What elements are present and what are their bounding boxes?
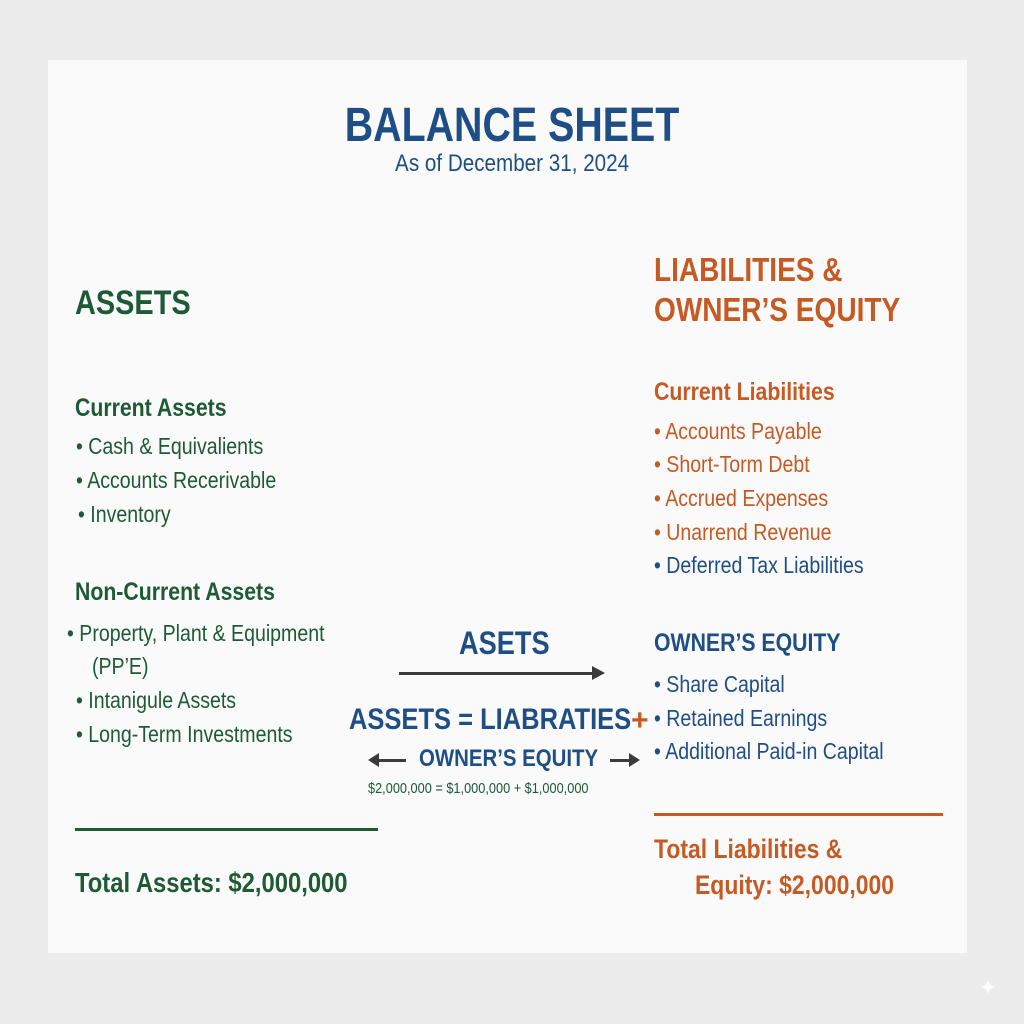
owners-equity-heading: OWNER’S EQUITY — [654, 629, 841, 657]
sparkle-icon: ✦ — [978, 975, 998, 1000]
current-asset-item: • Inventory — [78, 501, 171, 527]
current-liability-item: • Short-Torm Debt — [654, 451, 810, 477]
current-asset-item: • Cash & Equivalients — [76, 433, 264, 459]
liabilities-equity-heading-line1: LIABILITIES & — [654, 251, 843, 288]
current-asset-item: • Accounts Recerivable — [76, 467, 277, 493]
current-assets-heading: Current Assets — [75, 394, 227, 422]
right-arrow-icon — [592, 666, 605, 680]
total-liabilities-equity-line1: Total Liabilities & — [654, 834, 843, 864]
owners-equity-item: • Share Capital — [654, 671, 785, 697]
assets-heading: ASSETS — [75, 284, 191, 322]
right-arrow-line — [399, 672, 593, 675]
page-subtitle: As of December 31, 2024 — [394, 150, 630, 177]
non-current-asset-item: • Property, Plant & Equipment — [67, 620, 325, 646]
current-liability-item: • Deferred Tax Liabilities — [654, 552, 864, 578]
non-current-assets-heading: Non-Current Assets — [75, 578, 275, 606]
left-arrow-icon — [368, 753, 379, 767]
right-arrow-line-small — [610, 759, 630, 762]
total-assets: Total Assets: $2,000,000 — [75, 867, 348, 898]
equation-sub: OWNER’S EQUITY — [419, 745, 599, 772]
equation-main: ASSETS = LIABRATIES — [349, 703, 632, 736]
equation-plus: + — [631, 704, 649, 737]
current-liability-item: • Unarrend Revenue — [654, 519, 832, 545]
owners-equity-item: • Additional Paid-in Capital — [654, 738, 884, 764]
non-current-asset-item-continued: (PP’E) — [92, 653, 149, 679]
right-arrow-icon-small — [629, 753, 640, 767]
current-liabilities-heading: Current Liabilities — [654, 378, 835, 406]
left-arrow-line — [378, 759, 406, 762]
total-liabilities-equity-line2: Equity: $2,000,000 — [695, 870, 895, 900]
owners-equity-item: • Retained Earnings — [654, 705, 828, 731]
current-liability-item: • Accounts Payable — [654, 418, 822, 444]
current-liability-item: • Accrued Expenses — [654, 485, 829, 511]
page-title: BALANCE SHEET — [344, 99, 680, 152]
liabilities-equity-heading-line2: OWNER’S EQUITY — [654, 291, 901, 328]
assets-total-divider — [75, 828, 378, 831]
equation-values: $2,000,000 = $1,000,000 + $1,000,000 — [368, 780, 589, 797]
non-current-asset-item: • Intanigule Assets — [76, 687, 237, 713]
equation-label-top: ASETS — [459, 625, 550, 661]
non-current-asset-item: • Long-Term Investments — [76, 721, 293, 747]
liabilities-total-divider — [654, 813, 943, 816]
